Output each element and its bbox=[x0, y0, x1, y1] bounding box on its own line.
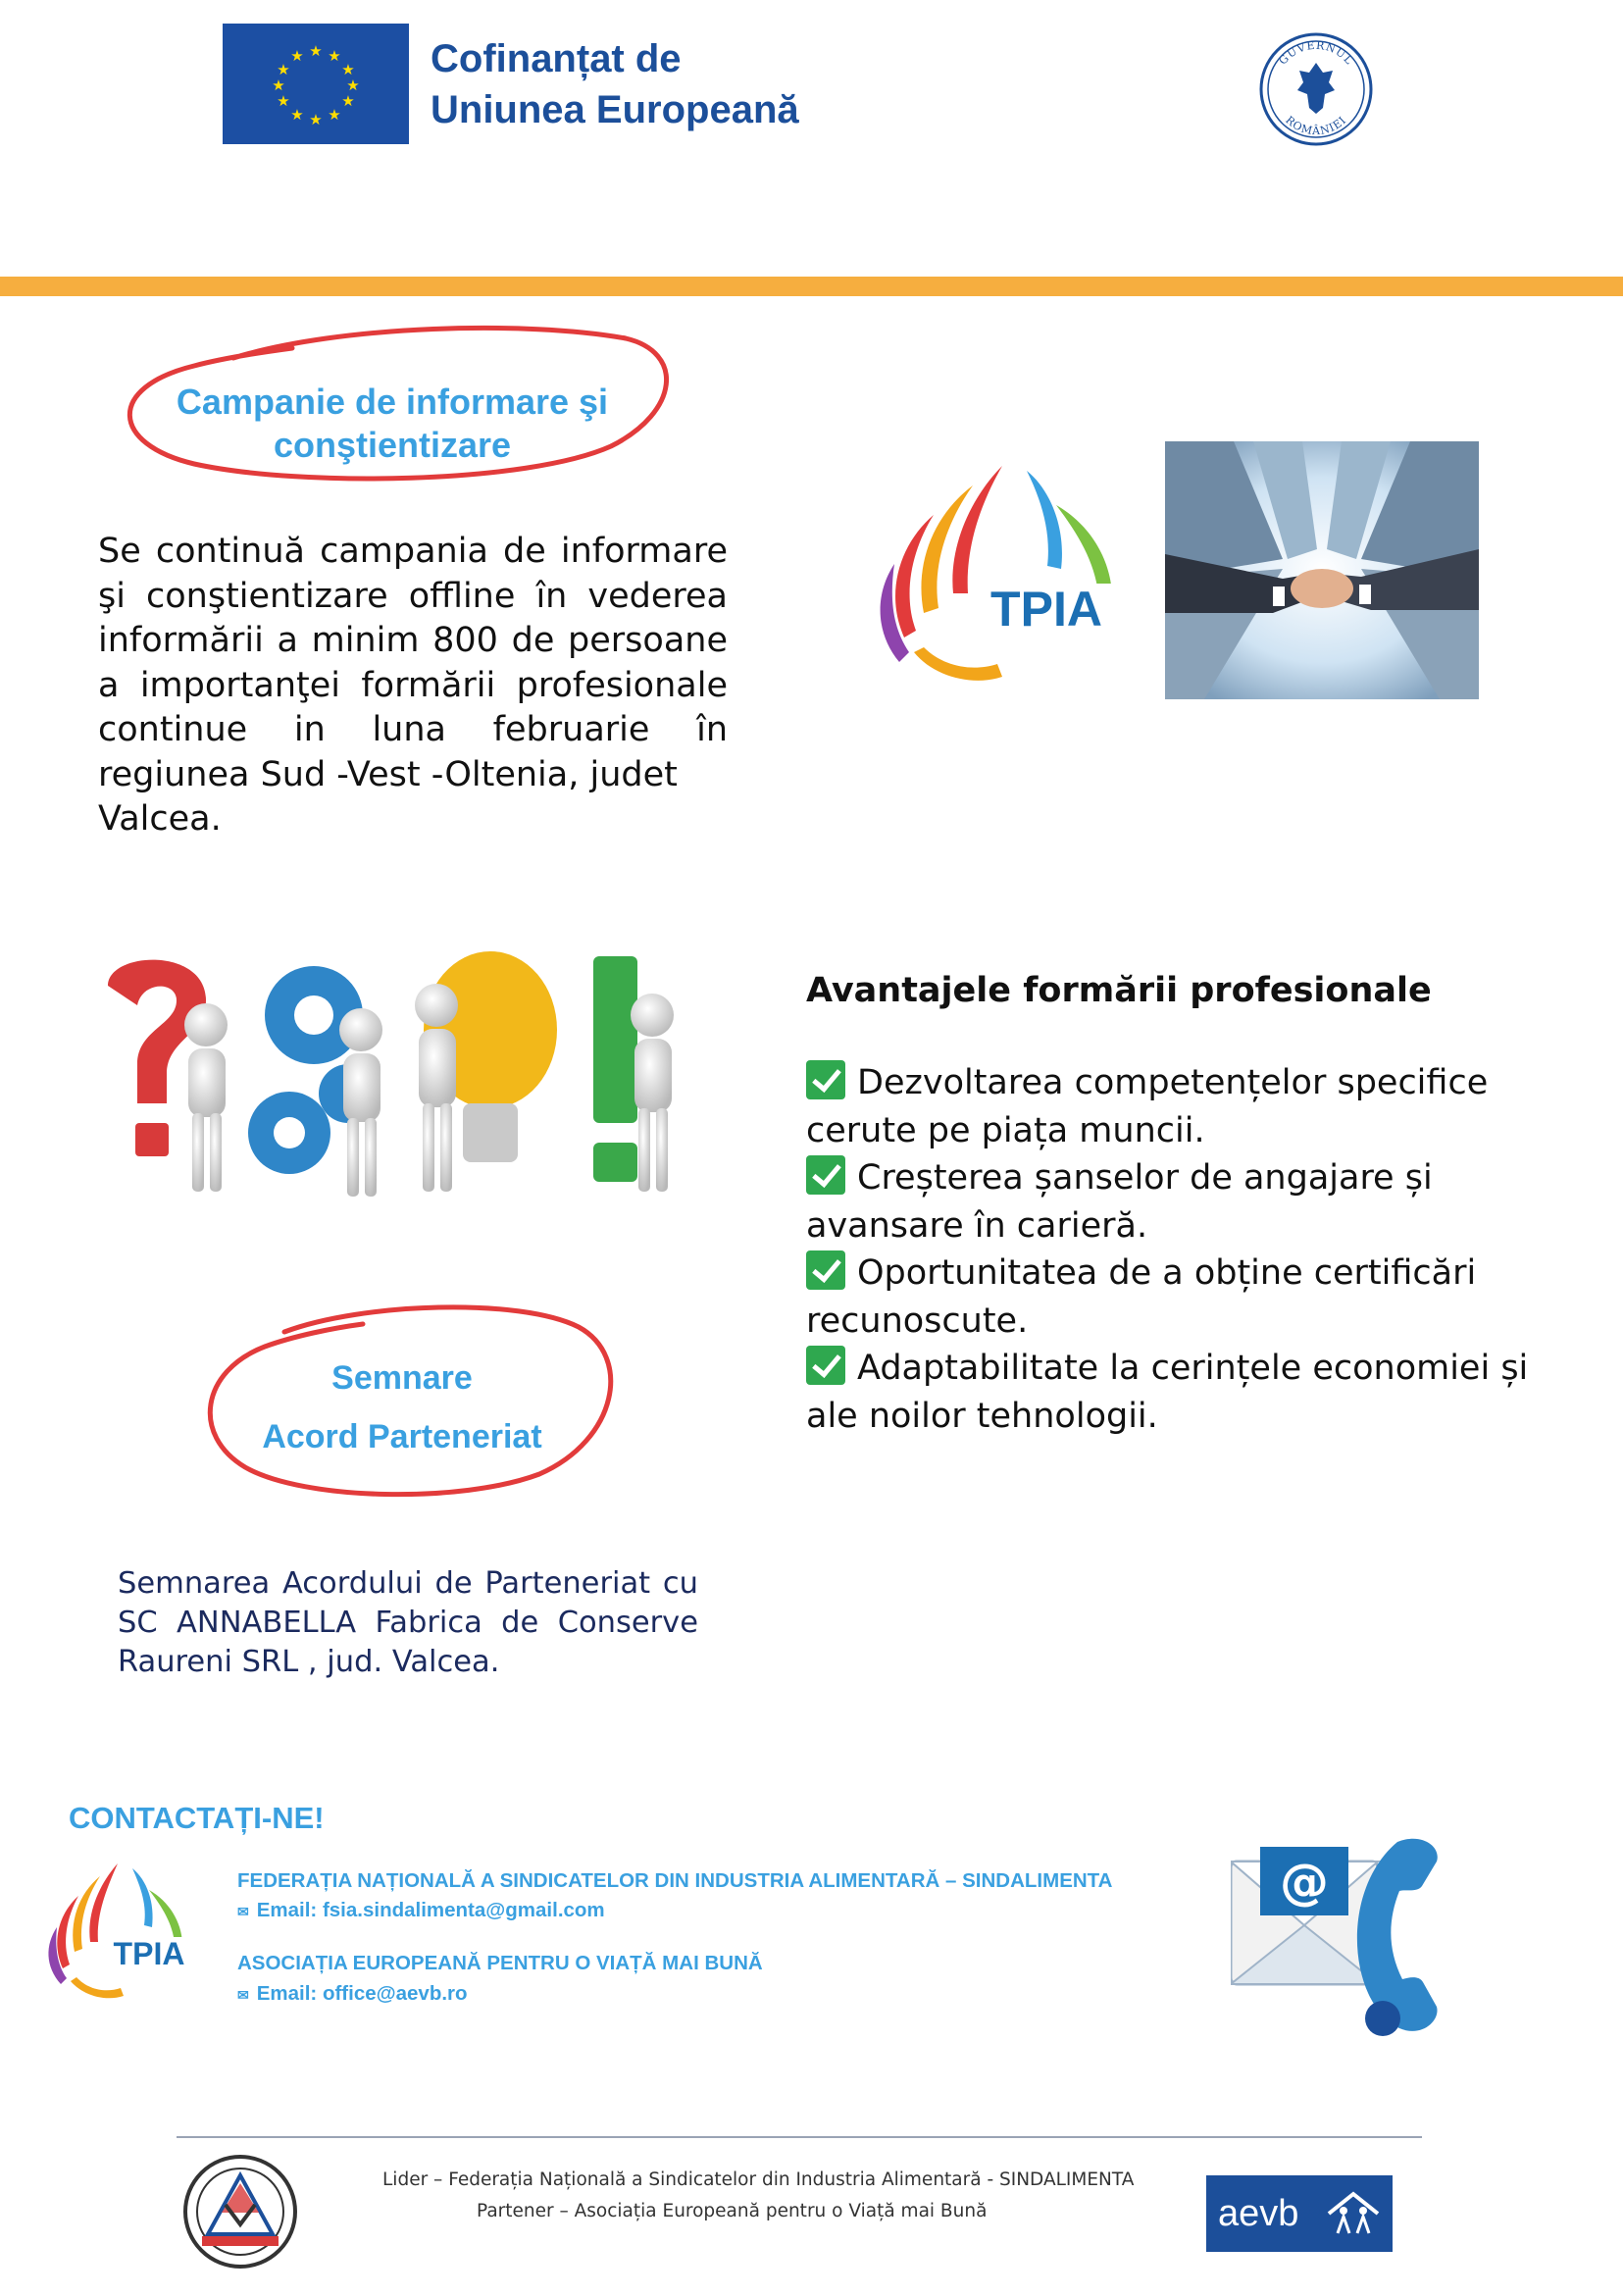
advantage-line1: Creșterea șanselor de angajare și bbox=[857, 1158, 1433, 1198]
advantage-line2: ale noilor tehnologii. bbox=[806, 1396, 1158, 1436]
campaign-line: Valcea. bbox=[98, 799, 222, 839]
partnership-line: Semnarea Acordului de Parteneriat cu bbox=[118, 1566, 698, 1601]
advantage-line2: recunoscute. bbox=[806, 1301, 1029, 1341]
svg-text:★: ★ bbox=[277, 61, 290, 78]
advantage-line1: Dezvoltarea competențelor specifice bbox=[857, 1063, 1489, 1102]
advantage-line1: Oportunitatea de a obține certificări bbox=[857, 1253, 1477, 1293]
footer-credits bbox=[382, 2165, 1167, 2227]
campaign-heading-line2: conştientizare bbox=[273, 425, 512, 465]
campaign-line: Se continuă campania de informare bbox=[98, 532, 728, 571]
advantage-line2: cerute pe piața muncii. bbox=[806, 1110, 1205, 1150]
tpia-logo-small bbox=[39, 1859, 206, 2006]
contact-title: CONTACTAȚI-NE! bbox=[69, 1801, 325, 1835]
svg-text:★: ★ bbox=[272, 77, 285, 94]
org1-email-text[interactable]: Email: fsia.sindalimenta@gmail.com bbox=[256, 1899, 605, 1921]
eu-cofinancing-banner bbox=[223, 24, 833, 146]
list-item bbox=[806, 1059, 1581, 1154]
eu-text-line1: Cofinanțat de bbox=[431, 37, 682, 80]
check-mark-icon bbox=[806, 1060, 845, 1099]
list-item bbox=[806, 1154, 1581, 1250]
aevb-label: aevb bbox=[1218, 2193, 1299, 2234]
partnership-line: SC ANNABELLA Fabrica de Conserve bbox=[118, 1606, 698, 1640]
svg-text:★: ★ bbox=[328, 47, 341, 65]
check-mark-icon bbox=[806, 1346, 845, 1385]
svg-text:★: ★ bbox=[328, 106, 341, 124]
org1-email[interactable] bbox=[237, 1899, 605, 1922]
eu-text-line2: Uniunea Europeană bbox=[431, 88, 799, 131]
campaign-line: regiunea Sud -Vest -Oltenia, judet bbox=[98, 754, 678, 794]
campaign-line: a importanţei formării profesionale bbox=[98, 665, 728, 705]
aevb-logo bbox=[1206, 2175, 1393, 2252]
svg-text:★: ★ bbox=[346, 77, 360, 94]
advantage-line2: avansare în carieră. bbox=[806, 1205, 1148, 1246]
check-mark-icon bbox=[806, 1250, 845, 1290]
svg-text:★: ★ bbox=[341, 92, 355, 110]
svg-text:★: ★ bbox=[290, 106, 304, 124]
svg-text:★: ★ bbox=[309, 42, 323, 60]
svg-text:ROMÂNIEI: ROMÂNIEI bbox=[1283, 113, 1349, 138]
footer-divider bbox=[177, 2136, 1422, 2138]
list-item bbox=[806, 1250, 1581, 1345]
header-divider-bar bbox=[0, 277, 1623, 296]
sindalimenta-logo-icon bbox=[182, 2154, 298, 2270]
tpia-logo-small-text: TPIA bbox=[113, 1936, 185, 1971]
advantages-title: Avantajele formării profesionale bbox=[806, 971, 1432, 1010]
org2-name: ASOCIAȚIA EUROPEANĂ PENTRU O VIAȚĂ MAI BUNĂ bbox=[237, 1952, 763, 1974]
handshake-skyscrapers-photo bbox=[1165, 441, 1479, 699]
eu-flag-icon bbox=[223, 24, 409, 144]
campaign-description bbox=[98, 530, 728, 842]
svg-text:GUVERNUL: GUVERNUL bbox=[1276, 38, 1356, 68]
campaign-line: continue in luna februarie în bbox=[98, 710, 728, 749]
check-mark-icon bbox=[806, 1155, 845, 1195]
campaign-line: şi conştientizare offline în vederea bbox=[98, 576, 728, 616]
campaign-heading-line1: Campanie de informare şi bbox=[176, 382, 609, 422]
envelope-icon: ✉ bbox=[237, 1904, 249, 1919]
email-phone-icon bbox=[1231, 1832, 1456, 2043]
partnership-heading-line1: Semnare bbox=[331, 1359, 473, 1397]
svg-text:★: ★ bbox=[309, 111, 323, 128]
advantages-list bbox=[806, 1059, 1581, 1440]
footer-lider-line: Lider – Federația Națională a Sindicatelor din Industria Alimentară - SINDALIMENTA bbox=[382, 2169, 1135, 2190]
guvernul-romaniei-seal-icon bbox=[1258, 31, 1374, 147]
tpia-logo bbox=[855, 446, 1135, 696]
envelope-icon: ✉ bbox=[237, 1987, 249, 2003]
eu-cofinancing-text bbox=[431, 33, 799, 135]
org2-email[interactable] bbox=[237, 1982, 468, 2006]
advantage-line1: Adaptabilitate la cerințele economiei și bbox=[857, 1349, 1529, 1388]
footer-partener-line: Partener – Asociația Europeană pentru o Viață mai Bună bbox=[477, 2201, 988, 2221]
question-gears-bulb-exclamation-figures bbox=[98, 946, 711, 1211]
svg-text:★: ★ bbox=[341, 61, 355, 78]
campaign-heading bbox=[127, 381, 657, 467]
partnership-heading-line2: Acord Parteneriat bbox=[262, 1418, 542, 1455]
aevb-people-house-icon bbox=[1324, 2189, 1383, 2238]
campaign-line: informării a minim 800 de persoane bbox=[98, 621, 728, 660]
svg-text:@: @ bbox=[1280, 1854, 1329, 1911]
partnership-heading bbox=[211, 1349, 593, 1466]
svg-text:★: ★ bbox=[277, 92, 290, 110]
svg-text:★: ★ bbox=[290, 47, 304, 65]
partnership-description bbox=[118, 1564, 698, 1682]
org1-name: FEDERAȚIA NAȚIONALĂ A SINDICATELOR DIN INDUSTRIA ALIMENTARĂ – SINDALIMENTA bbox=[237, 1869, 1113, 1892]
list-item bbox=[806, 1345, 1581, 1440]
partnership-line: Raureni SRL , jud. Valcea. bbox=[118, 1645, 500, 1679]
org2-email-text[interactable]: Email: office@aevb.ro bbox=[256, 1982, 468, 2005]
tpia-logo-text: TPIA bbox=[990, 582, 1102, 637]
